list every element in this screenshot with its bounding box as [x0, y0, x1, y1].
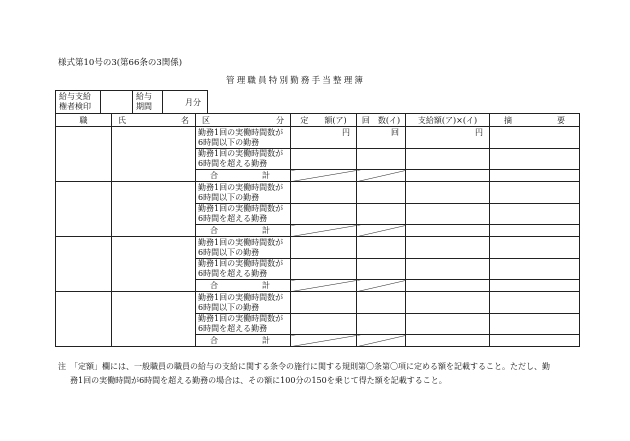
- category-line-1: 勤務1回の実働時間数が: [198, 237, 284, 247]
- count-cell: [357, 335, 406, 347]
- category-cell: [196, 280, 291, 292]
- remarks-cell[interactable]: [490, 182, 580, 204]
- paid-amount-cell[interactable]: [406, 170, 490, 182]
- total-label: [196, 280, 290, 291]
- remarks-cell[interactable]: [490, 237, 580, 259]
- count-cell: [357, 170, 406, 182]
- total-label-1: 合: [210, 226, 218, 235]
- count-cell: [357, 280, 406, 292]
- fixed-amount-cell[interactable]: [291, 259, 357, 280]
- fixed-amount-cell[interactable]: [291, 237, 357, 259]
- category-line-1: 勤務1回の実働時間数が: [198, 149, 284, 158]
- paid-amount-cell[interactable]: [406, 280, 490, 292]
- paid-amount-cell[interactable]: [406, 204, 490, 225]
- col-post: 職: [56, 114, 112, 127]
- col-fixed-amount: 定 額(ア): [291, 114, 357, 127]
- fixed-amount-cell: [291, 335, 357, 347]
- total-label: [196, 225, 290, 236]
- remarks-cell[interactable]: [490, 170, 580, 182]
- table-row: [56, 127, 580, 149]
- unit-yen: 円: [342, 128, 350, 137]
- total-label-2: 計: [262, 281, 270, 290]
- fixed-amount-cell[interactable]: [291, 292, 357, 314]
- category-line-2: 6時間以下の勤務: [198, 247, 260, 257]
- category-cell: [196, 204, 291, 225]
- col-name: [112, 114, 196, 127]
- inspector-label: [56, 91, 101, 114]
- category-cell: [196, 225, 291, 237]
- count-cell[interactable]: [357, 204, 406, 225]
- total-label-2: 計: [262, 171, 270, 180]
- col-category-2: 分: [276, 115, 284, 125]
- remarks-cell[interactable]: [490, 335, 580, 347]
- category-line-2: 6時間を超える勤務: [198, 269, 268, 278]
- category-line-2: 6時間を超える勤務: [198, 324, 268, 333]
- count-cell[interactable]: [357, 149, 406, 170]
- total-label: [196, 335, 290, 346]
- fixed-amount-cell[interactable]: [291, 149, 357, 170]
- remarks-cell[interactable]: [490, 127, 580, 149]
- category-cell: [196, 237, 291, 259]
- category-line-1: 勤務1回の実働時間数が: [198, 314, 284, 323]
- paid-amount-cell[interactable]: [406, 127, 490, 149]
- category-line-2: 6時間以下の勤務: [198, 192, 260, 202]
- paid-amount-cell[interactable]: [406, 182, 490, 204]
- name-cell[interactable]: [112, 292, 196, 347]
- unit-times: 回: [391, 128, 399, 137]
- inspector-seal-cell[interactable]: [101, 91, 133, 114]
- category-cell: [196, 335, 291, 347]
- category-line-2: 6時間を超える勤務: [198, 214, 268, 223]
- total-label-2: 計: [262, 336, 270, 345]
- remarks-cell[interactable]: [490, 204, 580, 225]
- period-value-cell[interactable]: [163, 91, 208, 114]
- remarks-cell[interactable]: [490, 280, 580, 292]
- count-cell: [357, 225, 406, 237]
- remarks-cell[interactable]: [490, 314, 580, 335]
- col-category-1: 区: [202, 115, 210, 125]
- total-label-1: 合: [210, 336, 218, 345]
- category-cell: [196, 292, 291, 314]
- inspector-label-line-1: 給与支給: [59, 92, 91, 102]
- col-remarks-1: 摘: [504, 115, 512, 125]
- period-label-line-2: 期間: [136, 102, 152, 111]
- fixed-amount-cell[interactable]: [291, 314, 357, 335]
- count-cell[interactable]: [357, 237, 406, 259]
- category-line-2: 6時間以下の勤務: [198, 302, 260, 312]
- inspector-label-line-2: 権者検印: [59, 102, 91, 111]
- paid-amount-cell[interactable]: [406, 292, 490, 314]
- fixed-amount-cell: [291, 280, 357, 292]
- form-number: 様式第10号の3(第66条の3関係): [58, 58, 183, 68]
- paid-amount-cell[interactable]: [406, 335, 490, 347]
- fixed-amount-cell[interactable]: [291, 182, 357, 204]
- fixed-amount-cell[interactable]: [291, 127, 357, 149]
- paid-amount-cell[interactable]: [406, 149, 490, 170]
- col-remarks-2: 要: [557, 115, 565, 125]
- paid-amount-cell[interactable]: [406, 259, 490, 280]
- category-cell: [196, 127, 291, 149]
- post-cell[interactable]: [56, 292, 112, 347]
- category-line-2: 6時間以下の勤務: [198, 137, 260, 147]
- fixed-amount-cell: [291, 170, 357, 182]
- period-label: [133, 91, 163, 114]
- category-cell: [196, 259, 291, 280]
- paid-amount-cell[interactable]: [406, 237, 490, 259]
- note-line-2: 務1回の実働時間が6時間を超える勤務の場合は、その額に100分の150を乗じて得た額を記載すること。: [70, 376, 447, 385]
- remarks-cell[interactable]: [490, 259, 580, 280]
- col-name-1: 氏: [118, 115, 126, 125]
- total-label-2: 計: [262, 226, 270, 235]
- remarks-cell[interactable]: [490, 225, 580, 237]
- count-cell[interactable]: [357, 127, 406, 149]
- category-cell: [196, 314, 291, 335]
- header-row: [56, 114, 580, 127]
- table-row: [56, 292, 580, 314]
- post-cell[interactable]: [56, 182, 112, 237]
- fixed-amount-cell[interactable]: [291, 204, 357, 225]
- period-unit: 月分: [185, 97, 201, 107]
- count-cell[interactable]: [357, 292, 406, 314]
- name-cell[interactable]: [112, 182, 196, 237]
- table-row: [56, 237, 580, 259]
- remarks-cell[interactable]: [490, 149, 580, 170]
- category-line-2: 6時間を超える勤務: [198, 159, 268, 168]
- fixed-amount-cell: [291, 225, 357, 237]
- col-name-2: 名: [181, 115, 189, 125]
- category-line-1: 勤務1回の実働時間数が: [198, 182, 284, 192]
- name-cell[interactable]: [112, 237, 196, 292]
- post-cell[interactable]: [56, 127, 112, 182]
- name-cell[interactable]: [112, 127, 196, 182]
- category-line-1: 勤務1回の実働時間数が: [198, 259, 284, 268]
- category-cell: [196, 149, 291, 170]
- remarks-cell[interactable]: [490, 292, 580, 314]
- paid-amount-cell[interactable]: [406, 314, 490, 335]
- category-cell: [196, 170, 291, 182]
- paid-amount-cell[interactable]: [406, 225, 490, 237]
- post-cell[interactable]: [56, 237, 112, 292]
- form-title: 管理職員特別勤務手当整理簿: [226, 76, 366, 86]
- col-paid-amount: 支給額(ア)×(イ): [406, 114, 490, 127]
- approval-box: [55, 90, 208, 114]
- total-label: [196, 170, 290, 181]
- category-line-1: 勤務1回の実働時間数が: [198, 292, 284, 302]
- table-row: [56, 182, 580, 204]
- col-remarks: [490, 114, 580, 127]
- record-table: [55, 113, 580, 347]
- total-label-1: 合: [210, 281, 218, 290]
- total-label-1: 合: [210, 171, 218, 180]
- note-line-1: 注 「定額」欄には、一般職員の職員の給与の支給に関する条令の施行に関する規則第〇条第〇項に定める額を記載すること。ただし、勤: [58, 362, 550, 371]
- category-line-1: 勤務1回の実働時間数が: [198, 204, 284, 213]
- category-line-1: 勤務1回の実働時間数が: [198, 127, 284, 137]
- col-count: 回 数(イ): [357, 114, 406, 127]
- period-label-line-1: 給与: [136, 92, 152, 102]
- unit-yen: 円: [475, 128, 483, 137]
- count-cell[interactable]: [357, 259, 406, 280]
- count-cell[interactable]: [357, 182, 406, 204]
- count-cell[interactable]: [357, 314, 406, 335]
- col-category: [196, 114, 291, 127]
- category-cell: [196, 182, 291, 204]
